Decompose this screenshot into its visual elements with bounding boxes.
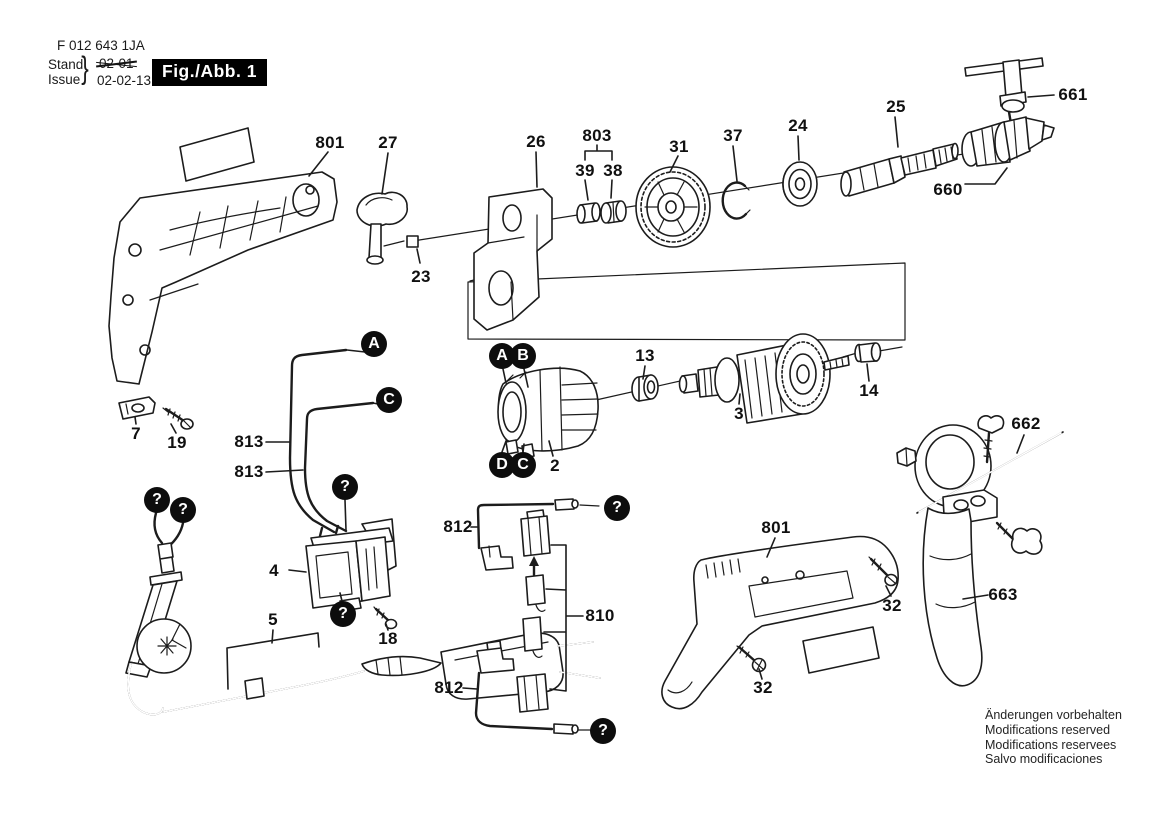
art-screw-19 — [163, 408, 193, 429]
wiring-callout-C: C — [510, 452, 536, 478]
issue-date: 02-02-13 — [97, 73, 152, 88]
unknown-part-marker: ? — [170, 497, 196, 523]
part-label-801: 801 — [761, 518, 791, 537]
art-gearbox-26 — [474, 189, 552, 330]
wiring-callout-B: B — [510, 343, 536, 369]
wiring-callout-A: A — [361, 331, 387, 357]
art-pins-39-38 — [577, 201, 626, 223]
part-label-39: 39 — [575, 161, 595, 180]
wiring-callout-A: A — [489, 343, 515, 369]
art-chuck-660 — [962, 117, 1054, 166]
part-label-801: 801 — [315, 133, 345, 152]
part-label-25: 25 — [886, 97, 906, 116]
unknown-part-marker: ? — [144, 487, 170, 513]
legal-notes — [985, 708, 1122, 767]
part-label-31: 31 — [669, 137, 689, 156]
part-label-662: 662 — [1011, 414, 1041, 433]
art-screw-32-lower — [737, 646, 766, 672]
part-label-27: 27 — [378, 133, 398, 152]
art-switch-4 — [306, 519, 396, 611]
part-label-813: 813 — [234, 462, 264, 481]
part-label-3: 3 — [734, 404, 744, 423]
art-bearing-13 — [632, 375, 658, 401]
part-label-24: 24 — [788, 116, 808, 135]
part-label-19: 19 — [167, 433, 187, 452]
art-brush-set-810 — [517, 510, 550, 712]
brace-glyph: } — [81, 51, 89, 86]
legal-note-es: Salvo modificaciones — [985, 752, 1103, 767]
art-wires-813 — [290, 350, 373, 532]
art-armature-3 — [680, 334, 850, 423]
figure-label: Fig./Abb. 1 — [152, 59, 267, 86]
unknown-part-marker: ? — [590, 718, 616, 744]
part-label-14: 14 — [859, 381, 879, 400]
art-aux-handle — [897, 416, 1063, 686]
part-label-812: 812 — [434, 678, 464, 697]
art-screw-18 — [374, 607, 397, 629]
stand-label: Stand — [48, 57, 84, 72]
unknown-part-marker: ? — [330, 601, 356, 627]
part-label-813: 813 — [234, 432, 264, 451]
unknown-part-marker: ? — [332, 474, 358, 500]
part-label-23: 23 — [411, 267, 431, 286]
wiring-callout-D: D — [489, 452, 515, 478]
part-label-812: 812 — [443, 517, 473, 536]
part-label-661: 661 — [1058, 85, 1088, 104]
art-pin-23 — [407, 236, 418, 247]
art-lever-27 — [357, 192, 407, 264]
issue-label: Issue — [48, 72, 81, 87]
part-label-26: 26 — [526, 132, 546, 151]
part-label-663: 663 — [988, 585, 1018, 604]
part-label-37: 37 — [723, 126, 743, 145]
art-suppressor — [126, 513, 191, 715]
part-label-660: 660 — [933, 180, 963, 199]
unknown-part-marker: ? — [604, 495, 630, 521]
part-label-13: 13 — [635, 346, 655, 365]
part-label-32: 32 — [882, 596, 902, 615]
part-label-32: 32 — [753, 678, 773, 697]
art-bearing-24 — [783, 162, 817, 206]
part-label-7: 7 — [131, 424, 141, 443]
part-label-2: 2 — [550, 456, 560, 475]
art-chuck-key-661 — [965, 58, 1043, 128]
legal-note-en: Modifications reserved — [985, 722, 1111, 737]
superseded-date-text: 02-01 — [99, 56, 134, 71]
part-label-803: 803 — [582, 126, 612, 145]
part-label-810: 810 — [585, 606, 615, 625]
art-housing-top — [109, 128, 337, 384]
legal-note-fr: Modifications reservees — [985, 737, 1117, 752]
art-stator-2 — [498, 367, 598, 458]
art-sleeve-14 — [855, 343, 881, 362]
art-clamp-7 — [119, 397, 155, 419]
document-number: F 012 643 1JA — [57, 38, 145, 53]
art-gear-31 — [636, 167, 710, 247]
art-housing-bottom — [662, 536, 898, 708]
wiring-callout-C: C — [376, 387, 402, 413]
part-label-18: 18 — [378, 629, 398, 648]
part-label-5: 5 — [268, 610, 278, 629]
part-label-4: 4 — [269, 561, 279, 580]
part-label-38: 38 — [603, 161, 623, 180]
legal-note-de: Änderungen vorbehalten — [985, 708, 1122, 722]
